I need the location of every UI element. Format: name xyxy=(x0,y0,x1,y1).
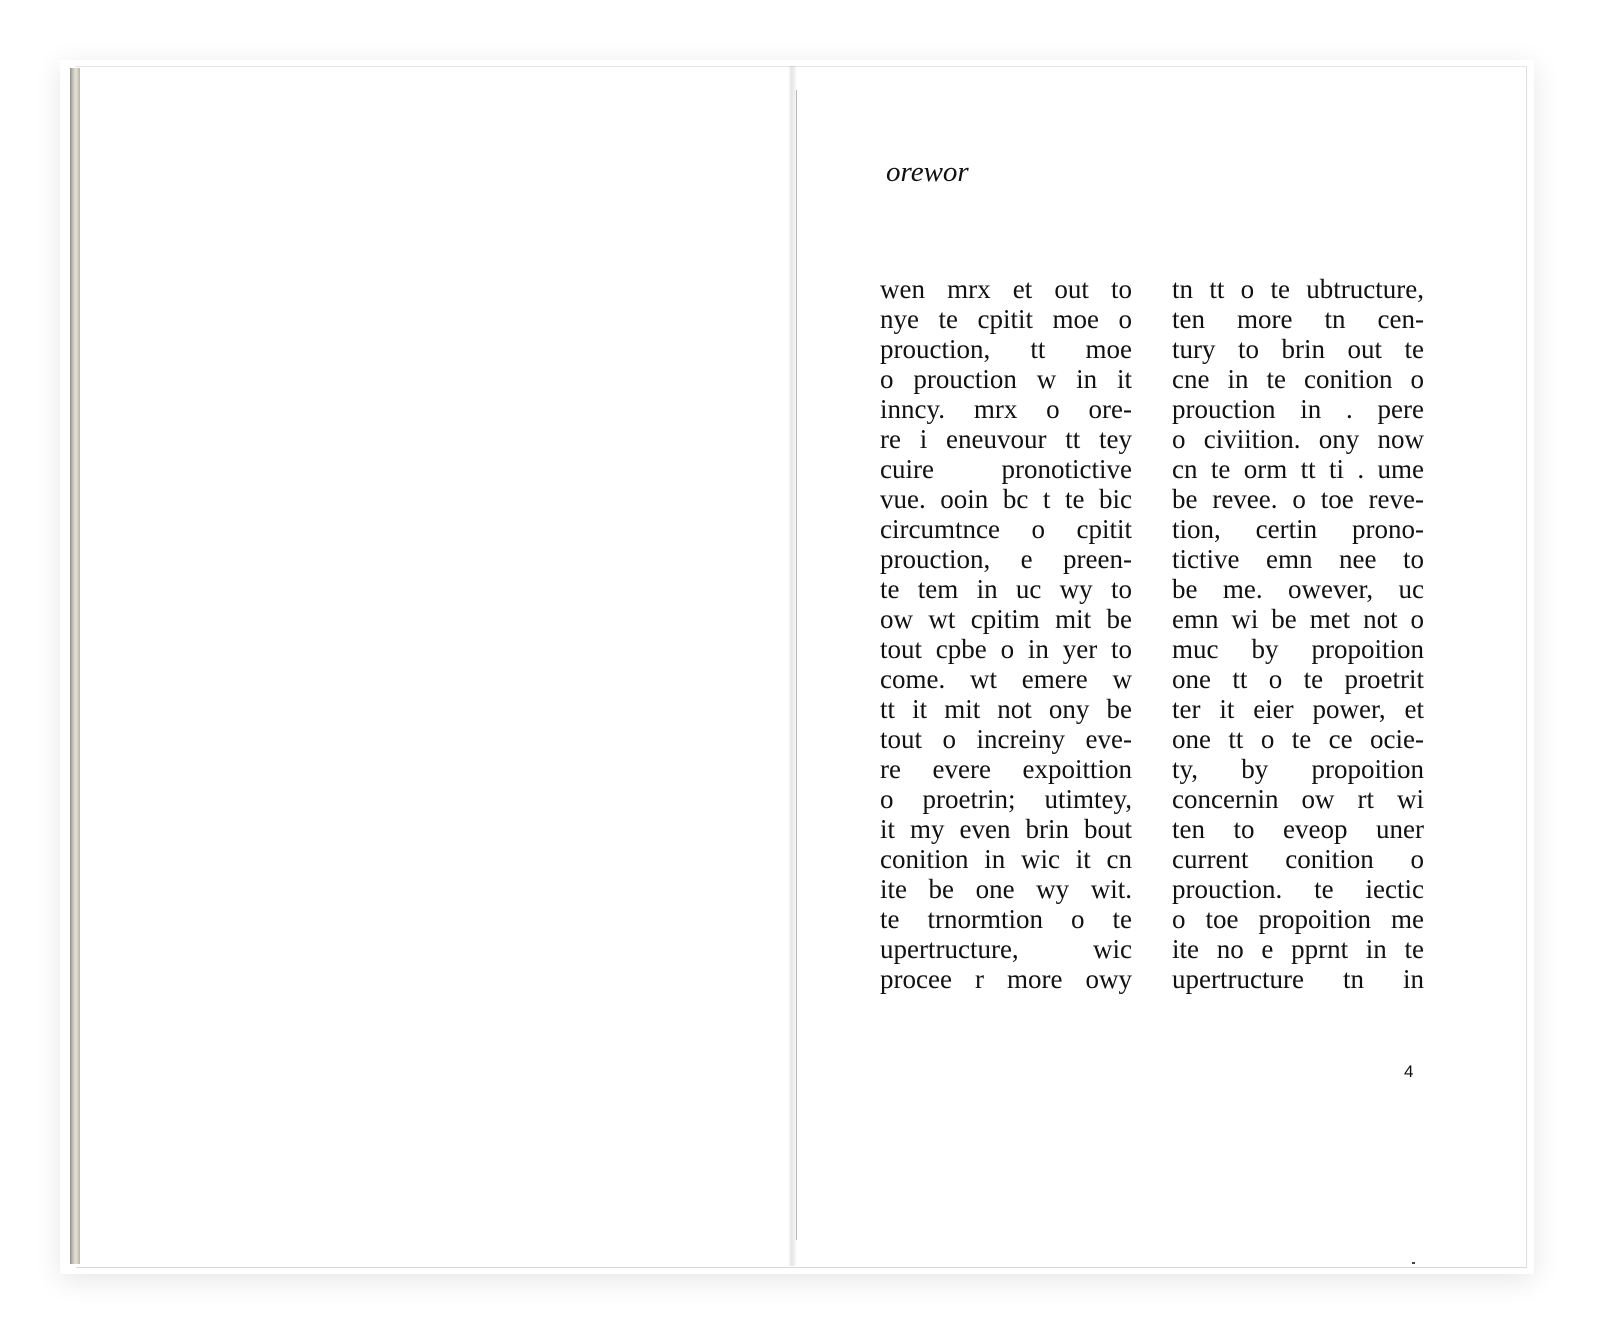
text-line: upertructure tn in xyxy=(1172,964,1424,994)
text-line: concernin ow rt wi xyxy=(1172,784,1424,814)
text-line: ite be one wy wit. xyxy=(880,874,1132,904)
text-column-left xyxy=(880,274,1132,994)
text-line: te trnormtion o te xyxy=(880,904,1132,934)
text-line: ite no e pprnt in te xyxy=(1172,934,1424,964)
text-line: wen mrx et out to xyxy=(880,274,1132,304)
text-line: muc by propoition xyxy=(1172,634,1424,664)
text-line: circumtnce o cpitit xyxy=(880,514,1132,544)
text-line: cne in te conition o xyxy=(1172,364,1424,394)
left-page-blank xyxy=(76,66,792,1268)
text-line: prouction in . pere xyxy=(1172,394,1424,424)
text-line: o civiition. ony now xyxy=(1172,424,1424,454)
text-line: ter it eier power, et xyxy=(1172,694,1424,724)
text-line: prouction, e preen- xyxy=(880,544,1132,574)
text-line: tion, certin prono- xyxy=(1172,514,1424,544)
text-line: o proetrin; utimtey, xyxy=(880,784,1132,814)
gutter-fold-line xyxy=(796,90,797,1240)
text-line: te tem in uc wy to xyxy=(880,574,1132,604)
text-line: nye te cpitit moe o xyxy=(880,304,1132,334)
text-line: tury to brin out te xyxy=(1172,334,1424,364)
text-line: tout o increiny eve- xyxy=(880,724,1132,754)
text-line: tn tt o te ubtructure, xyxy=(1172,274,1424,304)
text-line: o prouction w in it xyxy=(880,364,1132,394)
book-spine-edge xyxy=(70,68,80,1264)
text-line: be revee. o toe reve- xyxy=(1172,484,1424,514)
text-line: current conition o xyxy=(1172,844,1424,874)
text-line: procee r more owy xyxy=(880,964,1132,994)
text-line: vue. ooin bc t te bic xyxy=(880,484,1132,514)
text-line: ten more tn cen- xyxy=(1172,304,1424,334)
text-line: one tt o te proetrit xyxy=(1172,664,1424,694)
text-line: ow wt cpitim mit be xyxy=(880,604,1132,634)
text-line: re i eneuvour tt tey xyxy=(880,424,1132,454)
text-line: ten to eveop uner xyxy=(1172,814,1424,844)
text-line: it my even brin bout xyxy=(880,814,1132,844)
text-line: ty, by propoition xyxy=(1172,754,1424,784)
text-line: cuire pronotictive xyxy=(880,454,1132,484)
text-line: tout cpbe o in yer to xyxy=(880,634,1132,664)
text-line: conition in wic it cn xyxy=(880,844,1132,874)
print-speck xyxy=(1412,1262,1415,1264)
page-gutter-shadow xyxy=(788,66,796,1266)
text-line: upertructure, wic xyxy=(880,934,1132,964)
text-line: come. wt emere w xyxy=(880,664,1132,694)
text-line: one tt o te ce ocie- xyxy=(1172,724,1424,754)
text-line: re evere expoittion xyxy=(880,754,1132,784)
text-line: inncy. mrx o ore- xyxy=(880,394,1132,424)
text-column-right xyxy=(1172,274,1424,994)
page-title: orewor xyxy=(886,156,969,188)
text-line: tt it mit not ony be xyxy=(880,694,1132,724)
text-line: prouction, tt moe xyxy=(880,334,1132,364)
text-line: prouction. te iectic xyxy=(1172,874,1424,904)
page-number: 4 xyxy=(1404,1062,1414,1081)
text-line: cn te orm tt ti . ume xyxy=(1172,454,1424,484)
text-line: tictive emn nee to xyxy=(1172,544,1424,574)
text-line: emn wi be met not o xyxy=(1172,604,1424,634)
text-line: be me. owever, uc xyxy=(1172,574,1424,604)
text-line: o toe propoition me xyxy=(1172,904,1424,934)
